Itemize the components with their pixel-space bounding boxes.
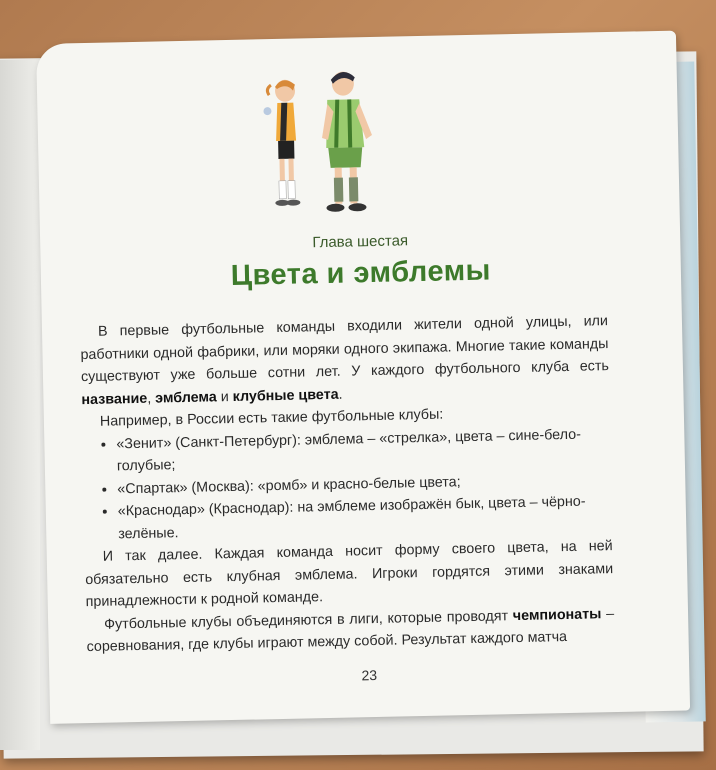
left-page-edge (0, 60, 40, 750)
paragraph-1: В первые футбольные команды входили жители одной улицы, или работники одной фабрики, или моряки одного экипажа. Многие такие команды существуют уже больше сотни лет. У каждого футбольного клуба есть название, эмблема и клубные цвета. (80, 313, 610, 408)
page-title: Цвета и эмблемы (230, 254, 492, 292)
paragraph-4: Футбольные клубы объединяются в лиги, которые проводят чемпионаты – соревнования, где клубы играют между собой. Результат каждого матча (86, 605, 615, 656)
list-item: • «Спартак» (Москва): «ромб» и красно-белые цвета; (117, 468, 611, 501)
book-page (36, 31, 690, 724)
kids-football-illustration (246, 59, 389, 222)
body-text (80, 310, 615, 658)
page-number: 23 (361, 666, 378, 684)
list-item: • «Зенит» (Санкт-Петербург): эмблема – «стрелка», цвета – сине-бело-голубые; (116, 423, 611, 478)
paragraph-2: Например, в России есть такие футбольные клубы: (99, 406, 444, 430)
list-item: • «Краснодар» (Краснодар): на эмблеме изображён бык, цвета – чёрно-зелёные. (118, 490, 613, 545)
paragraph-3: И так далее. Каждая команда носит форму своего цвета, на ней обязательно есть клубная эмблема. Игроки гордятся этими знаками принадлежности к родной команде. (85, 538, 614, 611)
clubs-list (82, 423, 612, 547)
chapter-label: Глава шестая (312, 232, 409, 252)
